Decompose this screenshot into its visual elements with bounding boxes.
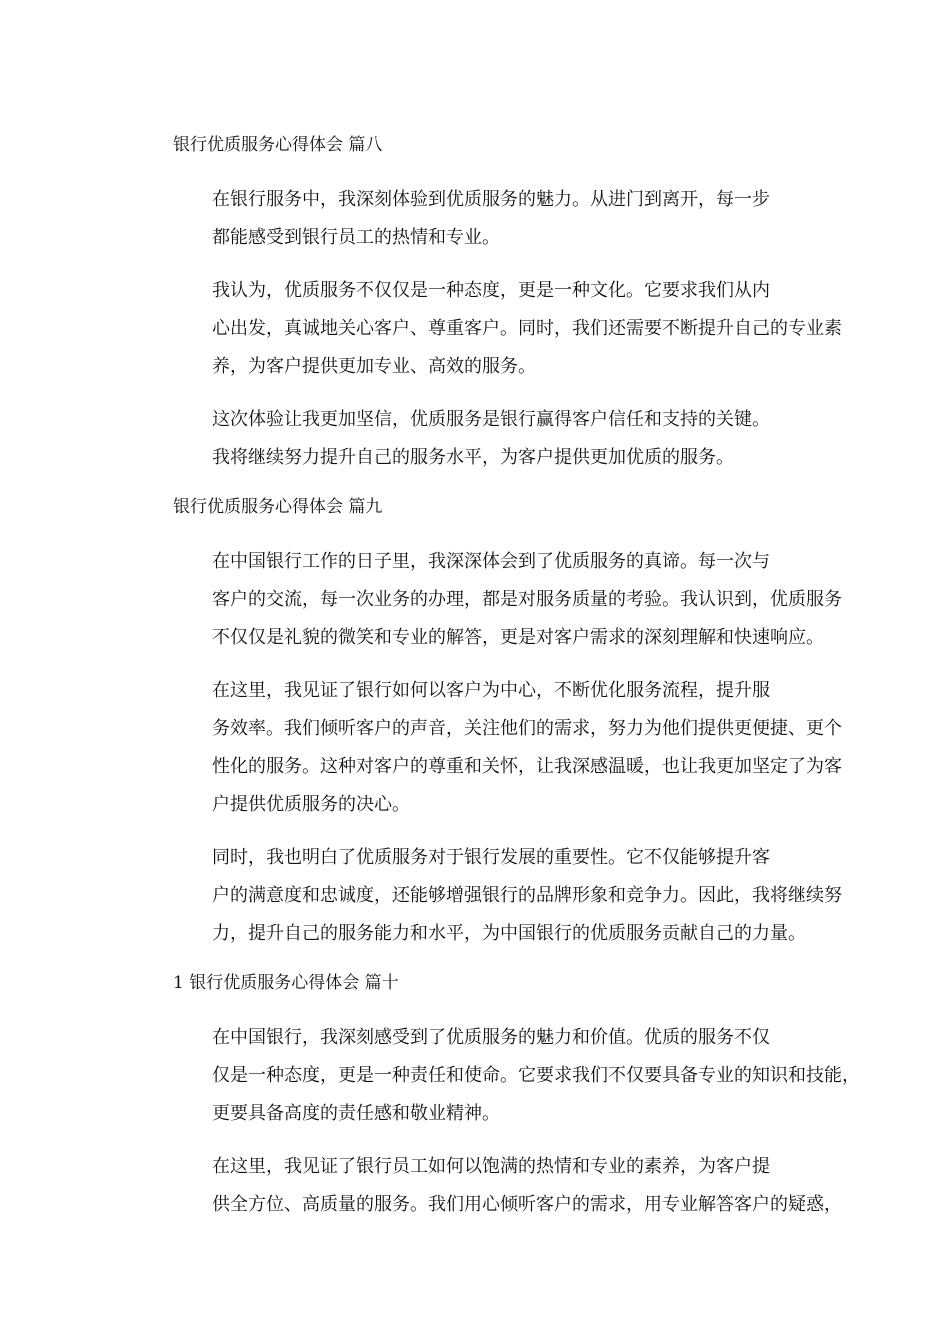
- text-line: 供全方位、高质量的服务。我们用心倾听客户的需求，用专业解答客户的疑惑，: [212, 1194, 842, 1215]
- section-heading-10: 1 银行优质服务心得体会 篇十: [173, 973, 399, 993]
- document-body: [137, 130, 860, 1239]
- text-line: 这次体验让我更加坚信，优质服务是银行赢得客户信任和支持的关键。: [212, 409, 770, 430]
- text-line: 心出发，真诚地关心客户、尊重客户。同时，我们还需要不断提升自己的专业素: [212, 318, 842, 339]
- text-line: 在这里，我见证了银行员工如何以饱满的热情和专业的素养，为客户提: [212, 1156, 770, 1177]
- paragraph: [137, 672, 842, 824]
- text-line: 户提供优质服务的决心。: [212, 794, 410, 815]
- text-line: 更要具备高度的责任感和敬业精神。: [212, 1103, 500, 1124]
- text-line: 性化的服务。这种对客户的尊重和关怀，让我深感温暖，也让我更加坚定了为客: [212, 756, 842, 777]
- paragraph: [137, 272, 842, 386]
- text-line: 我将继续努力提升自己的服务水平，为客户提供更加优质的服务。: [212, 447, 734, 468]
- section-heading-9: 银行优质服务心得体会 篇九: [173, 497, 383, 517]
- text-line: 养，为客户提供更加专业、高效的服务。: [212, 356, 536, 377]
- paragraph: [137, 1148, 842, 1224]
- text-line: 我认为，优质服务不仅仅是一种态度，更是一种文化。它要求我们从内: [212, 280, 770, 301]
- text-line: 在银行服务中，我深刻体验到优质服务的魅力。从进门到离开，每一步: [212, 189, 770, 210]
- text-line: 仅是一种态度，更是一种责任和使命。它要求我们不仅要具备专业的知识和技能，: [212, 1065, 860, 1086]
- section-heading-8: 银行优质服务心得体会 篇八: [173, 135, 383, 155]
- text-line: 在这里，我见证了银行如何以客户为中心，不断优化服务流程，提升服: [212, 680, 770, 701]
- text-line: 客户的交流，每一次业务的办理，都是对服务质量的考验。我认识到，优质服务: [212, 589, 842, 610]
- text-line: 力，提升自己的服务能力和水平，为中国银行的优质服务贡献自己的力量。: [212, 923, 806, 944]
- text-line: 都能感受到银行员工的热情和专业。: [212, 227, 500, 248]
- text-line: 务效率。我们倾听客户的声音，关注他们的需求，努力为他们提供更便捷、更个: [212, 718, 842, 739]
- paragraph: [137, 839, 842, 953]
- text-line: 同时，我也明白了优质服务对于银行发展的重要性。它不仅能够提升客: [212, 847, 770, 868]
- text-line: 在中国银行工作的日子里，我深深体会到了优质服务的真谛。每一次与: [212, 551, 770, 572]
- paragraph: [137, 1019, 860, 1133]
- paragraph: [137, 543, 842, 657]
- text-line: 户的满意度和忠诚度，还能够增强银行的品牌形象和竞争力。因此，我将继续努: [212, 885, 842, 906]
- paragraph: [137, 401, 817, 477]
- text-line: 不仅仅是礼貌的微笑和专业的解答，更是对客户需求的深刻理解和快速响应。: [212, 627, 824, 648]
- paragraph: [137, 181, 817, 257]
- text-line: 在中国银行，我深刻感受到了优质服务的魅力和价值。优质的服务不仅: [212, 1027, 770, 1048]
